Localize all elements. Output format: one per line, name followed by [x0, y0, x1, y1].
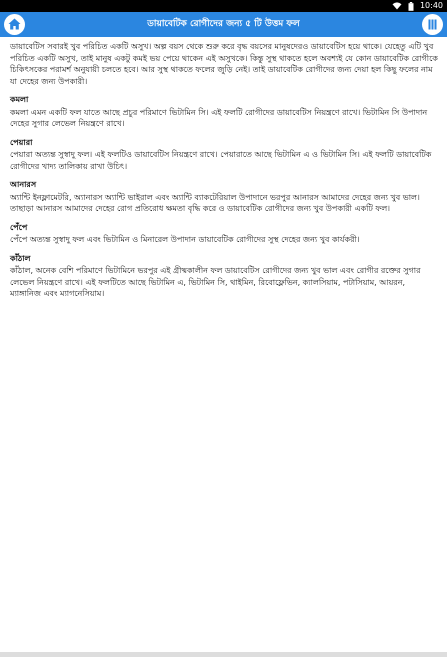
intro-paragraph: ডায়াবেটিস সবারই খুব পরিচিত একটি অসুখ। অল্প বয়স থেকে শুরু করে বৃদ্ধ বয়সের মানুষদেরও ডায়াবেটিস হয়ে থাকে। যেহেতু এটি খুব পরিচিত একটি অসুখ, তাই মানুষ একটু কমই ভয় পেয়ে থাকেন এই অসুখকে। কিন্তু সুস্থ থাকতে হলে অবশ্যই যে কোন ডায়াবেটিক রোগীকে চিকিৎসকের পরামর্শ অনুযায়ী চলতে হবে। আর সুস্থ থাকতে ফলের জুড়ি নেই। তাই ডায়াবেটিক রোগীদের জন্য দেয়া হল কিছু ফলের নাম যা দেহের জন্য উপকারী।: [10, 42, 438, 86]
home-button[interactable]: [4, 14, 25, 35]
section-guava: [10, 137, 438, 173]
section-title: কমলা: [10, 95, 29, 104]
section-title: কাঁঠাল: [10, 253, 31, 263]
wifi-icon: [392, 2, 402, 10]
section-body: পেঁপে অত্যন্ত সুস্বাদু ফল এবং ভিটামিন ও মিনারেল উপাদান ডায়াবেটিক রোগীদের সুস্থ দেহের জন্য খুব কার্যকরী।: [10, 235, 360, 244]
status-icons: [392, 0, 443, 12]
section-pineapple: [10, 179, 438, 215]
section-title: পেঁপে: [10, 222, 28, 232]
menu-button[interactable]: [422, 14, 443, 35]
section-orange: [10, 94, 438, 130]
section-title: পেয়ারা: [10, 137, 33, 147]
page-title: ডায়াবেটিক রোগীদের জন্য ৫ টি উত্তম ফল: [147, 19, 300, 29]
status-bar: [0, 0, 447, 12]
app-bar: [0, 12, 447, 37]
section-body: কাঁঠাল, অনেক বেশি পরিমাণে ভিটামিনে ভরপুর এই গ্রীষ্মকালীন ফল ডায়াবেটিস রোগীদের জন্য খুব ভাল এবং রোগীর রক্তের সুগার লেভেল নিয়ন্ত্রণে রাখে। এই ফলটিতে আছে ভিটামিন এ, ভিটামিন সি, থাইমিন, রিবোফ্লেভিন, ক্যালসিয়াম, পটাসিয়াম, আয়রন, ম্যাঙ্গানিজ এবং ম্যাগনেসিয়াম।: [10, 266, 421, 298]
bottom-divider: [0, 652, 447, 657]
menu-icon: [427, 15, 438, 34]
section-body: পেয়ারা অত্যন্ত সুস্বাদু ফল। এই ফলটিও ডায়াবেটিস নিয়ন্ত্রণে রাখে। পেয়ারাতে আছে ভিটামিন এ ও ভিটামিন সি। এই ফলটি ডায়াবেটিক রোগীদের খাদ্য তালিকায় রাখা উচিৎ।: [10, 150, 432, 171]
article-content: [10, 41, 438, 307]
home-icon: [8, 15, 21, 34]
section-body: কমলা এমন একটি ফল যাতে আছে প্রচুর পরিমাণে ভিটামিন সি। এই ফলটি রোগীদের ডায়াবেটিস নিয়ন্ত্রণে রাখে। ভিটামিন সি উপাদান দেহের সুগার লেভেল নিয়ন্ত্রণে রাখে।: [10, 107, 428, 128]
status-time: 10:40: [419, 1, 443, 10]
section-title: আনারস: [10, 180, 37, 189]
section-papaya: [10, 222, 438, 246]
section-body: অ্যান্টি ইনফ্লামেটরি, অ্যানারস অ্যান্টি ভাইরাল এবং অ্যান্টি ব্যাকটেরিয়াল উপাদানে ভরপুর আনারস আমাদের দেহের জন্য খুব ভাল। তাছাড়া আনারস আমাদের দেহের রোগ প্রতিরোধ ক্ষমতা বৃদ্ধি করে ও ডায়াবেটিক রোগীদের জন্য খুব উপকারী একটি ফল।: [10, 192, 420, 213]
section-jackfruit: [10, 253, 438, 300]
battery-icon: [408, 2, 414, 11]
